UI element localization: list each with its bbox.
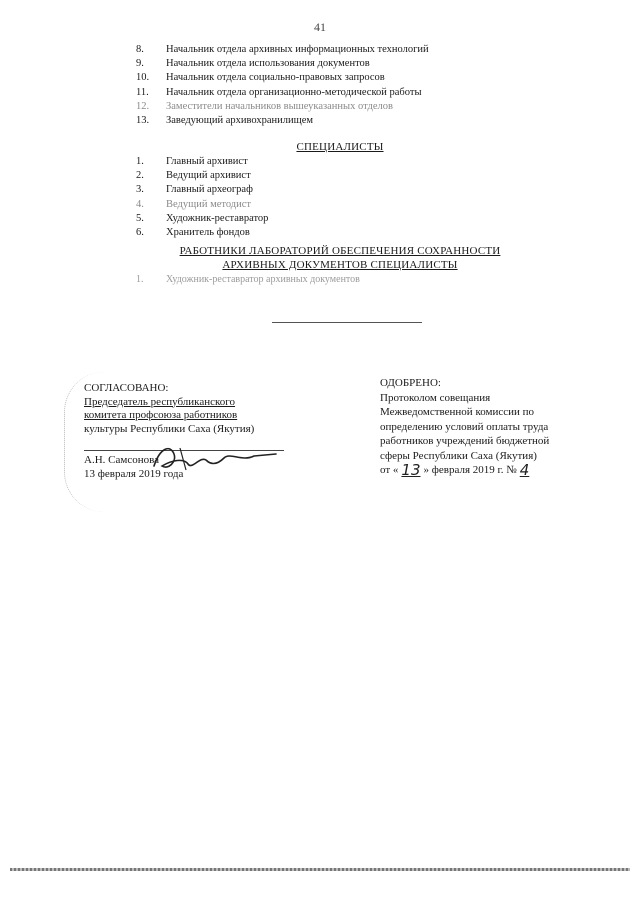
- item-number: 4.: [136, 198, 144, 210]
- specialists-heading: СПЕЦИАЛИСТЫ: [296, 141, 384, 153]
- item-number: 1.: [136, 274, 144, 285]
- item-text: Художник-реставратор: [166, 212, 269, 224]
- date-middle: » февраля 2019 г. №: [423, 464, 517, 476]
- item-text: Хранитель фондов: [166, 227, 250, 239]
- agreed-line-2: комитета профсоюза работников: [84, 409, 238, 421]
- signatory-name: А.Н. Самсонова: [84, 454, 160, 466]
- item-text: Главный архивист: [166, 156, 248, 167]
- list-item: [136, 43, 429, 57]
- item-text: Начальник отдела архивных информационных технологий: [166, 44, 429, 55]
- list-item: [136, 86, 429, 100]
- list-item: [136, 183, 268, 197]
- item-number: 11.: [136, 86, 149, 98]
- item-number: 1.: [136, 156, 144, 167]
- item-number: 2.: [136, 170, 144, 182]
- list-item: [136, 71, 429, 85]
- item-number: 10.: [136, 72, 150, 84]
- section-divider: [272, 322, 422, 323]
- page-number: 41: [314, 20, 326, 34]
- approved-line-2: Межведомственной комиссии по: [380, 406, 535, 418]
- date-day: 13: [401, 461, 421, 479]
- laboratory-heading-line-2: АРХИВНЫХ ДОКУМЕНТОВ СПЕЦИАЛИСТЫ: [222, 259, 458, 271]
- approved-line-3: определению условий оплаты труда: [380, 420, 549, 433]
- list-item: [136, 169, 268, 183]
- scan-edge: [10, 868, 630, 871]
- approved-title: ОДОБРЕНО:: [380, 377, 441, 389]
- approved-date: [380, 463, 590, 478]
- item-text: Заместители начальников вышеуказанных отделов: [166, 100, 393, 112]
- item-text: Главный археограф: [166, 184, 253, 196]
- list-item: [136, 226, 268, 240]
- agreed-date: 13 февраля 2019 года: [84, 467, 184, 480]
- list-item: [136, 114, 429, 128]
- laboratory-heading-line-1: РАБОТНИКИ ЛАБОРАТОРИЙ ОБЕСПЕЧЕНИЯ СОХРАННОСТИ: [179, 245, 501, 257]
- approval-block-approved: [380, 376, 590, 478]
- item-text: Ведущий архивист: [166, 170, 251, 182]
- approved-line-1: Протоколом совещания: [380, 391, 491, 404]
- item-number: 3.: [136, 184, 144, 196]
- agreed-title: СОГЛАСОВАНО:: [84, 382, 169, 394]
- item-text: Ведущий методист: [166, 198, 251, 210]
- item-number: 8.: [136, 44, 144, 55]
- date-prefix: от «: [380, 464, 399, 476]
- approved-line-5: сферы Республики Саха (Якутия): [380, 449, 537, 462]
- item-text: Начальник отдела организационно-методической работы: [166, 86, 422, 98]
- list-item: [136, 100, 429, 114]
- specialists-list: [136, 155, 268, 240]
- positions-list: [136, 43, 429, 128]
- item-text: Начальник отдела социально-правовых запросов: [166, 72, 385, 84]
- list-item: [136, 57, 429, 71]
- item-number: 9.: [136, 58, 144, 70]
- list-item: [136, 198, 268, 212]
- handwritten-signature: [150, 440, 280, 476]
- item-text: Заведующий архивохранилищем: [166, 115, 314, 127]
- item-number: 6.: [136, 227, 144, 239]
- item-number: 5.: [136, 212, 144, 224]
- agreed-line-3: культуры Республики Саха (Якутия): [84, 422, 255, 435]
- laboratory-list-item: [136, 274, 360, 285]
- item-text: Художник-реставратор архивных документов: [166, 274, 360, 285]
- protocol-number: 4: [519, 461, 530, 479]
- agreed-line-1: Председатель республиканского: [84, 395, 236, 408]
- item-number: 13.: [136, 115, 150, 127]
- item-number: 12.: [136, 100, 150, 112]
- laboratory-heading: [20, 244, 640, 272]
- list-item: [136, 155, 268, 169]
- list-item: [136, 212, 268, 226]
- approved-line-4: работников учреждений бюджетной: [380, 435, 550, 447]
- item-text: Начальник отдела использования документов: [166, 58, 370, 70]
